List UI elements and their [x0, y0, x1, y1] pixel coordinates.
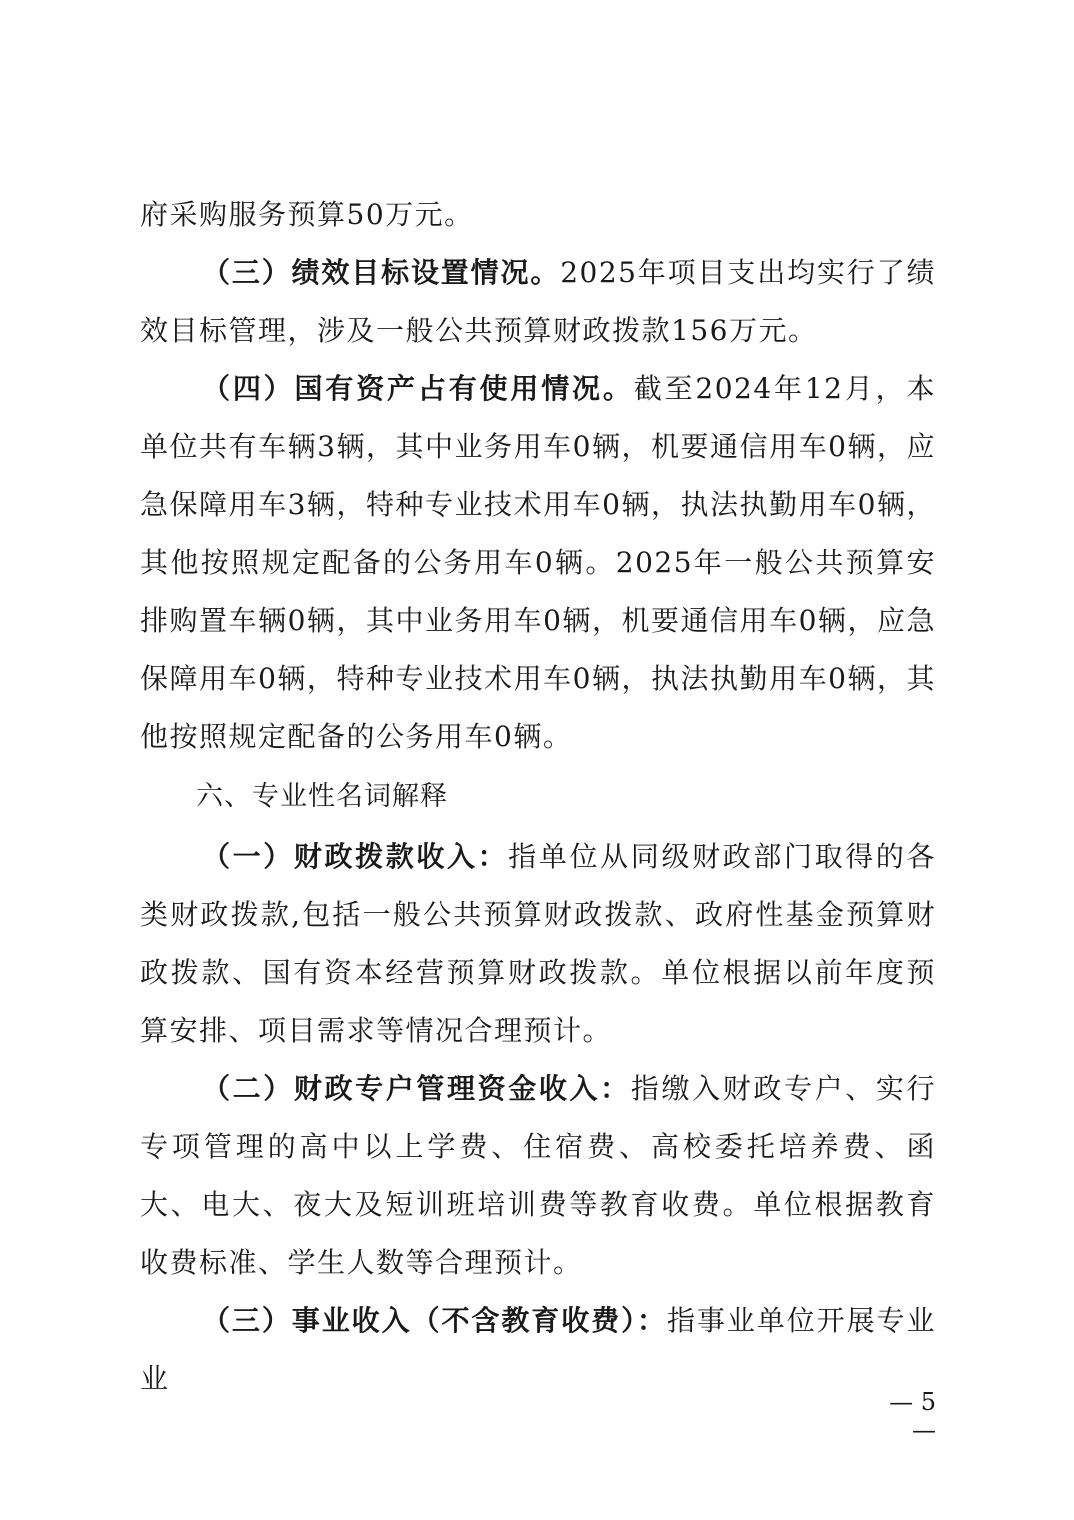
- term-heading: （三）事业收入（不含教育收费）：: [202, 1304, 667, 1337]
- term-special-account-funds: [140, 1060, 936, 1292]
- term-definition: 指缴入财政专户、实行专项管理的高中以上学费、住宿费、高校委托培养费、函大、电大、夜大及短训班培训费等教育收费。单位根据教育收费标准、学生人数等合理预计。: [140, 1072, 936, 1279]
- paragraph-text: 2025年项目支出均实行了绩效目标管理，涉及一般公共预算财政拨款156万元。: [140, 256, 936, 347]
- paragraph-performance-targets: [140, 244, 936, 360]
- paragraph-heading: （四）国有资产占有使用情况。: [202, 372, 634, 405]
- paragraph-heading: （三）绩效目标设置情况。: [202, 256, 561, 289]
- term-definition: 指单位从同级财政部门取得的各类财政拨款,包括一般公共预算财政拨款、政府性基金预算财政拨款、国有资本经营预算财政拨款。单位根据以前年度预算安排、项目需求等情况合理预计。: [140, 840, 936, 1047]
- term-heading: （二）财政专户管理资金收入：: [202, 1072, 631, 1105]
- paragraph-procurement-end: [140, 186, 936, 244]
- document-page: [140, 186, 936, 1408]
- paragraph-state-assets: [140, 360, 936, 766]
- paragraph-text: 截至2024年12月，本单位共有车辆3辆，其中业务用车0辆，机要通信用车0辆，应急保障用车3辆，特种专业技术用车0辆，执法执勤用车0辆，其他按照规定配备的公务用车0辆。2025年一般公共预算安排购置车辆0辆，其中业务用车0辆，机要通信用车0辆，应急保障用车0辆，特种专业技术用车0辆，执法执勤用车0辆，其他按照规定配备的公务用车0辆。: [140, 372, 936, 753]
- page-number: — 5 —: [889, 1388, 936, 1444]
- term-heading: （一）财政拨款收入：: [202, 840, 509, 873]
- term-business-income: [140, 1292, 936, 1408]
- paragraph-text: 府采购服务预算50万元。: [140, 198, 474, 231]
- section-heading-terms: 六、专业性名词解释: [196, 781, 448, 812]
- term-definition: 指事业单位开展专业业: [140, 1304, 936, 1395]
- term-fiscal-appropriation: [140, 828, 936, 1060]
